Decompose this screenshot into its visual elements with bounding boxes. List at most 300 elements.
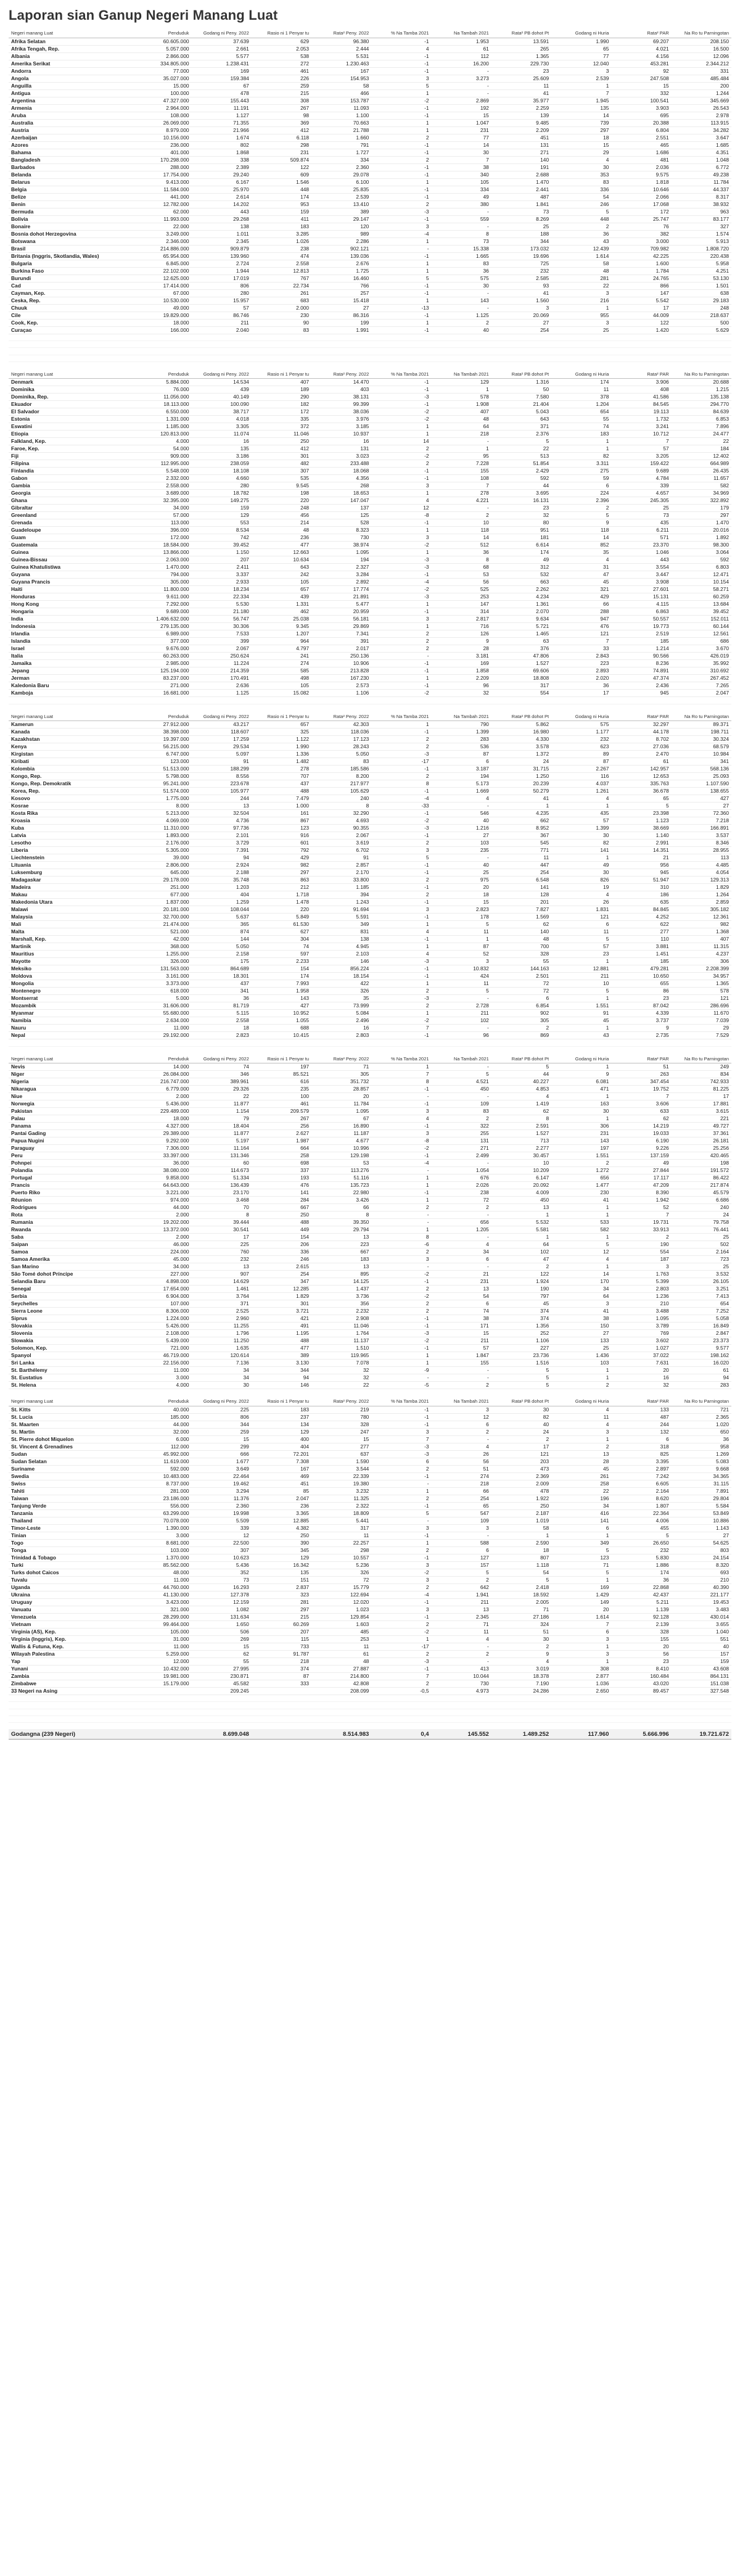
cell-value: 68.579 [672, 743, 731, 751]
cell-value: 9.226 [611, 1145, 671, 1152]
cell-value: -1 [371, 326, 431, 334]
country-name: Slovakia [9, 1323, 131, 1330]
cell-value: 389 [252, 1352, 311, 1360]
country-name: Niger [9, 1071, 131, 1078]
cell-value: 14 [551, 112, 611, 119]
cell-value: 186 [611, 891, 671, 899]
cell-value: 81.719 [192, 1002, 252, 1010]
cell-value: 8.702 [611, 736, 671, 743]
cell-value: 41 [491, 289, 551, 297]
cell-value: 5 [432, 921, 491, 928]
cell-value: 51.574.000 [131, 788, 191, 795]
cell-value: -2 [371, 1569, 431, 1576]
cell-value: 38.669 [611, 825, 671, 832]
cell-value: 115 [252, 1635, 311, 1643]
cell-value: 1.399 [432, 729, 491, 736]
cell-value: 1.361 [491, 601, 551, 608]
cell-value: 5 [491, 1367, 551, 1374]
table-row [9, 193, 731, 200]
cell-value: 437 [252, 780, 311, 788]
cell-value: 1.482 [252, 758, 311, 766]
cell-value: 18.154 [311, 973, 371, 980]
cell-value: 29.326 [192, 1086, 252, 1093]
cell-value: 72.201 [252, 1450, 311, 1458]
cell-value: 242 [252, 571, 311, 579]
cell-value: 232 [491, 267, 551, 275]
cell-value: 219 [311, 1406, 371, 1413]
cell-value: 190 [611, 1241, 671, 1249]
table-row [9, 319, 731, 326]
cell-value: 2.803 [611, 1286, 671, 1293]
cell-value: 2.823 [192, 1032, 252, 1039]
country-name: Saipan [9, 1241, 131, 1249]
cell-value: 2.208.399 [672, 965, 731, 973]
empty-cell [131, 1723, 191, 1730]
cell-value: 8.390 [611, 1189, 671, 1197]
cell-value: 2 [371, 1002, 431, 1010]
country-name: Polandia [9, 1167, 131, 1174]
table-row [9, 891, 731, 899]
cell-value: 244 [611, 1421, 671, 1428]
country-name: Belanda [9, 171, 131, 178]
cell-value: 2.551 [611, 134, 671, 141]
cell-value: 4.156 [611, 52, 671, 60]
cell-value: 4 [371, 951, 431, 958]
cell-value: 198.711 [672, 729, 731, 736]
cell-value: 1.331 [252, 601, 311, 608]
cell-value: -2 [371, 416, 431, 423]
cell-value: 3 [371, 482, 431, 490]
cell-value: 135 [252, 1569, 311, 1576]
cell-value: 87 [432, 943, 491, 951]
country-name: St. Pierre dohot Miquelon [9, 1435, 131, 1443]
country-name: Rumania [9, 1219, 131, 1226]
cell-value: 22.000 [131, 223, 191, 230]
cell-value: 26.105 [672, 1278, 731, 1286]
cell-value: 317 [311, 1524, 371, 1532]
cell-value: 344 [192, 1421, 252, 1428]
table-row [9, 468, 731, 475]
cell-value: 29.869 [311, 623, 371, 630]
cell-value: 37.022 [611, 1352, 671, 1360]
cell-value: 152.011 [672, 616, 731, 623]
cell-value: -1 [371, 468, 431, 475]
cell-value: 62 [491, 1108, 551, 1115]
empty-cell [491, 1702, 551, 1709]
column-header: Na Tambah 2021 [432, 30, 491, 38]
cell-value: 25.093 [672, 773, 731, 780]
cell-value: - [432, 854, 491, 862]
table-row [9, 289, 731, 297]
cell-value: 22.156.000 [131, 1360, 191, 1367]
cell-value: 5 [551, 988, 611, 995]
cell-value: 167.230 [311, 675, 371, 682]
cell-value: 664.989 [672, 460, 731, 468]
cell-value: 416 [551, 1509, 611, 1517]
cell-value: 2 [432, 1650, 491, 1657]
cell-value: 47 [551, 571, 611, 579]
cell-value: 34 [551, 1286, 611, 1293]
cell-value: 209.579 [252, 1108, 311, 1115]
cell-value: 666 [192, 1450, 252, 1458]
empty-cell [611, 1709, 671, 1715]
cell-value: 183 [551, 431, 611, 438]
cell-value: 479.281 [611, 965, 671, 973]
country-name: Saba [9, 1234, 131, 1241]
cell-value: 420.465 [672, 1152, 731, 1160]
cell-value: 6.863 [611, 608, 671, 616]
empty-cell [672, 1723, 731, 1730]
cell-value: 166.891 [672, 825, 731, 832]
cell-value: 167 [252, 1465, 311, 1472]
table-row [9, 423, 731, 431]
cell-value: 197 [252, 1063, 311, 1071]
cell-value: 100.090 [192, 401, 252, 408]
country-name: Mali [9, 921, 131, 928]
cell-value: 1 [371, 943, 431, 951]
cell-value: 1.686 [611, 149, 671, 156]
cell-value: - [371, 1212, 431, 1219]
cell-value: 11.164 [192, 1145, 252, 1152]
cell-value: 488 [252, 788, 311, 795]
cell-value: 7.413 [672, 1293, 731, 1300]
cell-value: 281.000 [131, 1487, 191, 1495]
cell-value: 18.782 [192, 490, 252, 497]
cell-value: 3.670 [672, 645, 731, 653]
cell-value: 79.758 [672, 1219, 731, 1226]
table-row [9, 1406, 731, 1413]
cell-value: 216.747.000 [131, 1078, 191, 1086]
cell-value: 139.960 [192, 252, 252, 260]
cell-value: 327 [672, 223, 731, 230]
cell-value: 1.082 [192, 1606, 252, 1613]
cell-value: 80 [491, 519, 551, 527]
country-name: Bulgaria [9, 260, 131, 267]
cell-value: 4.251 [672, 267, 731, 275]
cell-value: 105 [252, 579, 311, 586]
cell-value: 2 [371, 134, 431, 141]
cell-value: 2.233 [252, 958, 311, 965]
cell-value: 58.271 [672, 586, 731, 593]
cell-value: 26.650 [611, 1539, 671, 1546]
country-name: Réunion [9, 1197, 131, 1204]
cell-value: 336 [252, 1249, 311, 1256]
table-row [9, 1093, 731, 1100]
table-row [9, 1606, 731, 1613]
cell-value: 3.976 [311, 416, 371, 423]
cell-value: 5.236 [311, 1561, 371, 1569]
cell-value: 8.410 [611, 1665, 671, 1672]
cell-value: 2.908 [311, 1315, 371, 1323]
table-row [9, 497, 731, 505]
cell-value: 6.747.000 [131, 751, 191, 758]
table-row [9, 171, 731, 178]
cell-value: 733 [252, 1643, 311, 1650]
cell-value: 307 [192, 1546, 252, 1554]
country-name: Ceska, Rep. [9, 297, 131, 304]
cell-value: 3.544 [311, 1465, 371, 1472]
cell-value: -2 [371, 1293, 431, 1300]
cell-value: 6 [432, 758, 491, 766]
cell-value: 20.959 [311, 608, 371, 616]
cell-value: -2 [371, 453, 431, 460]
table-row [9, 141, 731, 149]
table-row [9, 943, 731, 951]
cell-value: 441.000 [131, 193, 191, 200]
table-row [9, 475, 731, 482]
cell-value: 4.356 [311, 475, 371, 482]
cell-value: 341 [192, 988, 252, 995]
cell-value: 183 [252, 1406, 311, 1413]
country-name: Gambia [9, 482, 131, 490]
cell-value: 6.702 [311, 847, 371, 854]
table-row [9, 149, 731, 156]
cell-value: 53.849 [672, 1509, 731, 1517]
table-row [9, 623, 731, 630]
country-name: Papua Nugini [9, 1137, 131, 1145]
cell-value: 79 [192, 1115, 252, 1123]
empty-cell [672, 341, 731, 347]
cell-value: 7 [371, 1025, 431, 1032]
cell-value: 3.064 [672, 549, 731, 556]
cell-value: 407 [252, 379, 311, 386]
cell-value: 183 [252, 223, 311, 230]
cell-value: -3 [371, 208, 431, 215]
cell-value: -3 [371, 751, 431, 758]
cell-value: 12.159 [192, 1598, 252, 1606]
cell-value: 14 [551, 1271, 611, 1278]
cell-value: 683 [252, 297, 311, 304]
cell-value: 1 [551, 958, 611, 965]
cell-value: 3 [371, 1108, 431, 1115]
cell-value: 250 [252, 1212, 311, 1219]
cell-value: 29 [551, 149, 611, 156]
country-name: St. Eustatius [9, 1374, 131, 1382]
cell-value: 1.046 [611, 549, 671, 556]
cell-value: 8.323 [311, 527, 371, 534]
cell-value: 14.202 [192, 200, 252, 208]
cell-value: 3.311 [551, 460, 611, 468]
column-header: % Na Tamba 2021 [371, 1398, 431, 1406]
cell-value: 947 [551, 616, 611, 623]
cell-value: 1.264 [672, 891, 731, 899]
cell-value: 3.232 [311, 1487, 371, 1495]
cell-value: 70.663 [311, 119, 371, 126]
cell-value: 5.532 [491, 1219, 551, 1226]
cell-value: 1.215 [672, 386, 731, 394]
column-header: Penduduk [131, 30, 191, 38]
cell-value: 533 [551, 1219, 611, 1226]
cell-value: 32 [432, 690, 491, 697]
country-name: Austria [9, 126, 131, 134]
cell-value: 34.365 [672, 1472, 731, 1480]
cell-value: 220 [252, 497, 311, 505]
cell-value: 294.770 [672, 401, 731, 408]
empty-cell [611, 1723, 671, 1730]
cell-value: 62 [192, 1650, 252, 1657]
table-row [9, 445, 731, 453]
country-name: Jepang [9, 667, 131, 675]
cell-value: 1.451 [611, 951, 671, 958]
cell-value: 2 [371, 1204, 431, 1212]
cell-value: 1.368 [672, 928, 731, 936]
cell-value: 112.000 [131, 1443, 191, 1450]
cell-value: 5.436.000 [131, 1100, 191, 1108]
cell-value: 2.897 [611, 1465, 671, 1472]
cell-value: 3.736 [311, 1293, 371, 1300]
cell-value: 3 [432, 958, 491, 965]
cell-value: 10.623 [192, 1554, 252, 1561]
cell-value: 26.435 [672, 468, 731, 475]
cell-value: 1.546 [252, 178, 311, 186]
cell-value: 7 [611, 1212, 671, 1219]
cell-value: 129 [252, 1428, 311, 1435]
country-name: Ghana [9, 497, 131, 505]
cell-value: 2.000 [131, 1212, 191, 1219]
cell-value: -1 [371, 193, 431, 200]
cell-value: 153.787 [311, 97, 371, 104]
cell-value: 5 [551, 512, 611, 519]
column-header: Godang ni Peny. 2022 [192, 30, 252, 38]
column-header: Rata² PB dohot Pt [491, 1055, 551, 1063]
empty-cell [131, 334, 191, 341]
cell-value: 23 [491, 505, 551, 512]
cell-value: 1.125 [192, 690, 252, 697]
cell-value: 51.854 [491, 460, 551, 468]
table-row [9, 267, 731, 275]
cell-value: 83.177 [672, 215, 731, 223]
cell-value: 1 [371, 260, 431, 267]
cell-value: 32.504 [192, 810, 252, 817]
cell-value: 254 [252, 1271, 311, 1278]
cell-value: 95.241.000 [131, 780, 191, 788]
table-row [9, 616, 731, 623]
cell-value: 207 [252, 1628, 311, 1635]
cell-value: 22.339 [311, 1472, 371, 1480]
cell-value: 221 [672, 1115, 731, 1123]
cell-value: 4.736 [192, 817, 252, 825]
cell-value: 5 [551, 1546, 611, 1554]
empty-cell [192, 334, 252, 341]
cell-value: 2.170 [311, 869, 371, 877]
cell-value: 1 [551, 995, 611, 1002]
cell-value: 301 [252, 1300, 311, 1308]
country-table-section [9, 30, 731, 362]
country-name: Kroasia [9, 817, 131, 825]
cell-value: 29.183 [672, 297, 731, 304]
table-row [9, 877, 731, 884]
cell-value [252, 1687, 311, 1695]
table-row [9, 482, 731, 490]
cell-value: 974.000 [131, 1197, 191, 1204]
empty-row [9, 1702, 731, 1709]
cell-value: 20.092 [491, 1182, 551, 1189]
cell-value: 25.256 [672, 1145, 731, 1152]
cell-value: 49 [611, 1160, 671, 1167]
cell-value: 184 [672, 445, 731, 453]
cell-value: - [432, 1263, 491, 1271]
country-name: Peru [9, 1152, 131, 1160]
cell-value: 23 [551, 951, 611, 958]
cell-value: 7.292.000 [131, 601, 191, 608]
cell-value: 185.000 [131, 1413, 191, 1421]
cell-value: 8.952 [491, 825, 551, 832]
cell-value: 3.447 [611, 571, 671, 579]
cell-value: 174 [252, 973, 311, 980]
cell-value: 396.000 [131, 527, 191, 534]
cell-value: 1.207 [252, 630, 311, 638]
cell-value: 30 [192, 1382, 252, 1389]
cell-value: 24.477 [672, 431, 731, 438]
cell-value: 185.586 [311, 766, 371, 773]
cell-value: 85 [252, 1487, 311, 1495]
column-header: Na Ro tu Parningotan [672, 30, 731, 38]
country-name: Kosrae [9, 803, 131, 810]
cell-value: 1.429 [551, 1591, 611, 1598]
empty-cell [672, 348, 731, 355]
cell-value: - [432, 1643, 491, 1650]
table-row [9, 512, 731, 519]
cell-value: 575 [432, 275, 491, 282]
cell-value: 57 [611, 445, 671, 453]
cell-value: 129.313 [672, 877, 731, 884]
cell-value: 2.020 [551, 675, 611, 682]
cell-value: 268 [311, 482, 371, 490]
column-header: Godang ni Huria [551, 371, 611, 379]
cell-value: 261 [551, 1472, 611, 1480]
cell-value: 155 [432, 468, 491, 475]
cell-value: 3.251 [672, 1286, 731, 1293]
cell-value: 229.730 [491, 60, 551, 67]
cell-value: 1.437 [311, 1286, 371, 1293]
cell-value: 5.050 [192, 943, 252, 951]
cell-value: 246 [252, 1256, 311, 1263]
cell-value: 18.108 [192, 468, 252, 475]
table-row [9, 638, 731, 645]
cell-value: 284 [252, 1197, 311, 1204]
column-header: Rasio ni 1 Penyar tu [252, 371, 311, 379]
cell-value: 3 [432, 1524, 491, 1532]
cell-value: 378 [551, 394, 611, 401]
cell-value: 3.285 [252, 230, 311, 237]
cell-value: 453.281 [611, 60, 671, 67]
cell-value: 1.650 [192, 1620, 252, 1628]
cell-value: 73 [611, 512, 671, 519]
table-row [9, 817, 731, 825]
column-header: Godang ni Huria [551, 713, 611, 721]
cell-value: 2.933 [192, 579, 252, 586]
cell-value: 193 [252, 1174, 311, 1182]
cell-value: 19.752 [611, 1086, 671, 1093]
cell-value: 1.841 [491, 200, 551, 208]
table-row [9, 1554, 731, 1561]
cell-value: 28 [432, 645, 491, 653]
cell-value: 601 [252, 840, 311, 847]
cell-value: 10.832 [432, 965, 491, 973]
cell-value: 5.584 [672, 1502, 731, 1509]
cell-value: 5 [371, 275, 431, 282]
cell-value: 9.575 [611, 171, 671, 178]
empty-cell [611, 1715, 671, 1722]
empty-cell [311, 334, 371, 341]
cell-value: 103 [432, 840, 491, 847]
cell-value: 1 [551, 1212, 611, 1219]
cell-value: 321 [551, 586, 611, 593]
cell-value: 263 [611, 1071, 671, 1078]
empty-cell [131, 697, 191, 704]
cell-value: 131.563.000 [131, 965, 191, 973]
cell-value: 2 [371, 743, 431, 751]
